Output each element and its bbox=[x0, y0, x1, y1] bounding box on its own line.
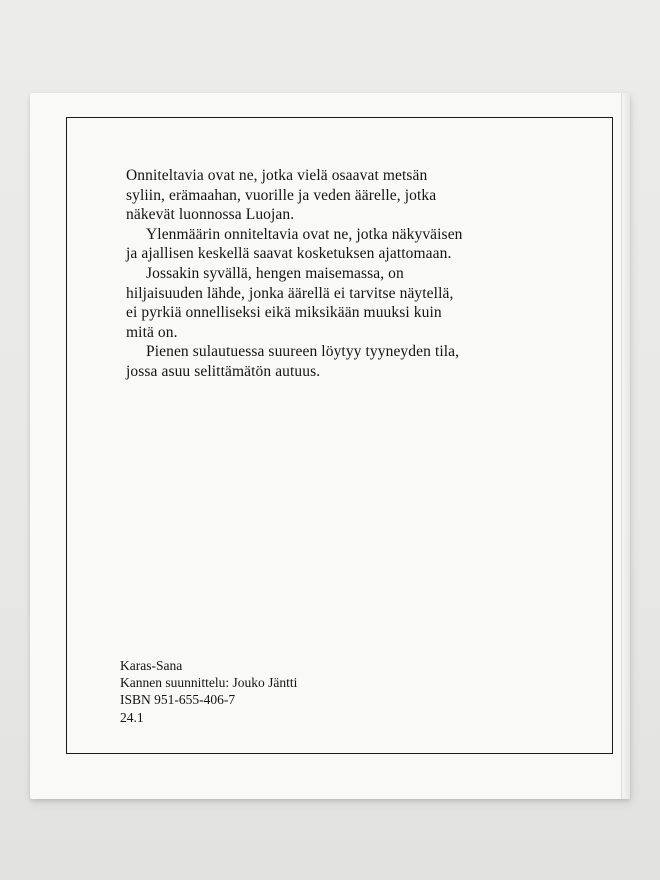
poem-line: hiljaisuuden lähde, jonka äärellä ei tarvitse näytellä, bbox=[126, 284, 454, 302]
classification-code: 24.1 bbox=[120, 709, 144, 725]
poem-line: jossa asuu selittämätön autuus. bbox=[126, 362, 321, 380]
poem-text bbox=[126, 166, 626, 382]
poem-line: Ylenmäärin onniteltavia ovat ne, jotka näkyväisen bbox=[146, 225, 463, 243]
poem-line: mitä on. bbox=[126, 323, 178, 341]
poem-line: Jossakin syvällä, hengen maisemassa, on bbox=[146, 264, 404, 282]
isbn-number: ISBN 951-655-406-7 bbox=[120, 692, 236, 708]
poem-line: Onniteltavia ovat ne, jotka vielä osaavat metsän bbox=[126, 167, 428, 184]
poem-line: Pienen sulautuessa suureen löytyy tyyneyden tila, bbox=[146, 343, 460, 361]
poem-line: ei pyrkiä onnelliseksi eikä miksikään muuksi kuin bbox=[126, 304, 442, 322]
colophon bbox=[120, 657, 297, 726]
poem-line: näkevät luonnossa Luojan. bbox=[126, 206, 295, 224]
book-back-cover bbox=[30, 93, 630, 799]
poem-line: ja ajallisen keskellä saavat kosketuksen ajattomaan. bbox=[126, 245, 452, 263]
cover-design-credit: Kannen suunnittelu: Jouko Jäntti bbox=[120, 675, 298, 691]
publisher-name: Karas-Sana bbox=[120, 658, 183, 673]
poem-line: syliin, erämaahan, vuorille ja veden äärelle, jotka bbox=[126, 186, 437, 204]
